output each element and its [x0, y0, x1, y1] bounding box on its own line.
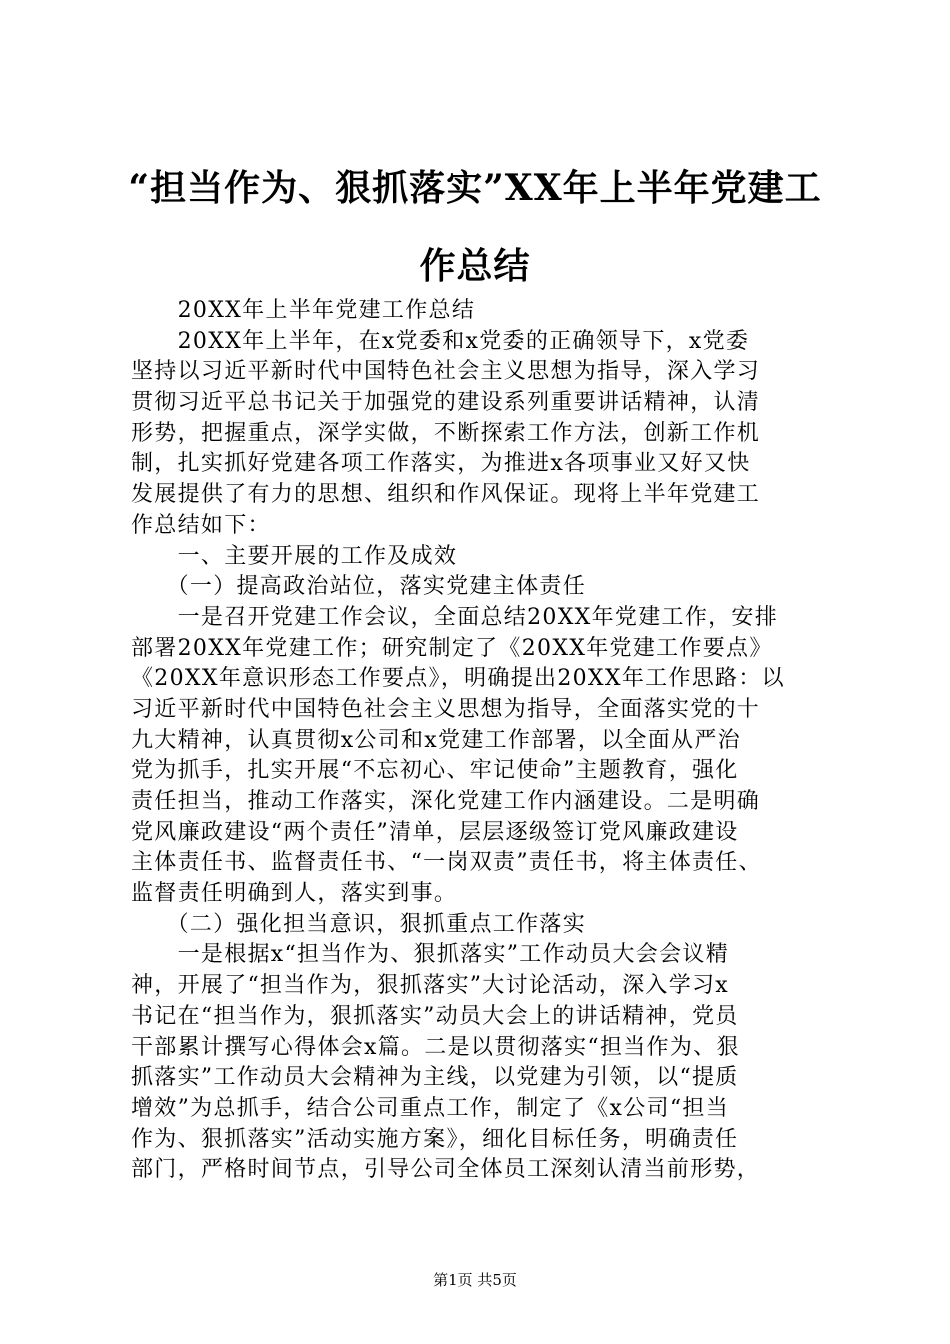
document-title-line-2: 作总结 [419, 245, 531, 287]
body-line: 党为抓手，扎实开展“不忘初心、牢记使命”主题教育，强化 [131, 758, 739, 784]
body-line: 坚持以习近平新时代中国特色社会主义思想为指导，深入学习 [131, 359, 761, 385]
body-line: 九大精神，认真贯彻x公司和x党建工作部署，以全面从严治 [131, 727, 741, 753]
body-line: 党风廉政建设“两个责任”清单，层层逐级签订党风廉政建设 [131, 819, 739, 845]
body-line: 增效”为总抓手，结合公司重点工作，制定了《x公司“担当 [131, 1095, 730, 1121]
document-body [131, 296, 851, 1186]
body-line: 干部累计撰写心得体会x篇。二是以贯彻落实“担当作为、狠 [131, 1034, 740, 1060]
body-line: 贯彻习近平总书记关于加强党的建设系列重要讲话精神，认清 [131, 390, 761, 416]
body-line: 20XX年上半年，在x党委和x党委的正确领导下，x党委 [131, 328, 750, 354]
body-line: 神，开展了“担当作为，狠抓落实”大讨论活动，深入学习x [131, 973, 730, 999]
body-line: 主体责任书、监督责任书、“一岗双责”责任书，将主体责任、 [131, 850, 762, 876]
body-line: 作总结如下： [131, 512, 271, 538]
body-line: （二）强化担当意识，狠抓重点工作落实 [131, 911, 587, 937]
body-line: 20XX年上半年党建工作总结 [131, 298, 476, 323]
body-line: 监督责任明确到人，落实到事。 [131, 881, 458, 907]
document-title-line-1: “担当作为、狠抓落实”XX年上半年党建工 [128, 167, 822, 209]
page-footer: 第1页 共5页 [433, 1271, 517, 1289]
body-line: 责任担当，推动工作落实，深化党建工作内涵建设。二是明确 [131, 789, 761, 814]
body-line: 作为、狠抓落实”活动实施方案》，细化目标任务，明确责任 [131, 1126, 739, 1152]
body-line: 一是根据x“担当作为、狠抓落实”工作动员大会会议精 [131, 942, 730, 968]
body-line: 《20XX年意识形态工作要点》，明确提出20XX年工作思路：以 [131, 666, 785, 692]
body-line: （一）提高政治站位，落实党建主体责任 [131, 574, 587, 600]
body-line: 部署20XX年党建工作；研究制定了《20XX年党建工作要点》 [131, 635, 773, 661]
body-line: 发展提供了有力的思想、组织和作风保证。现将上半年党建工 [131, 482, 761, 508]
body-line: 习近平新时代中国特色社会主义思想为指导，全面落实党的十 [131, 696, 761, 722]
body-line: 一是召开党建工作会议，全面总结20XX年党建工作，安排 [131, 604, 779, 630]
body-line: 抓落实”工作动员大会精神为主线，以党建为引领，以“提质 [131, 1065, 739, 1091]
body-line: 书记在“担当作为，狠抓落实”动员大会上的讲话精神，党员 [131, 1003, 739, 1029]
body-line: 形势，把握重点，深学实做，不断探索工作方法，创新工作机 [131, 420, 761, 446]
body-line: 部门，严格时间节点，引导公司全体员工深刻认清当前形势， [131, 1157, 761, 1183]
body-line: 一、主要开展的工作及成效 [131, 543, 458, 569]
body-line: 制，扎实抓好党建各项工作落实，为推进x各项事业又好又快 [131, 451, 751, 477]
